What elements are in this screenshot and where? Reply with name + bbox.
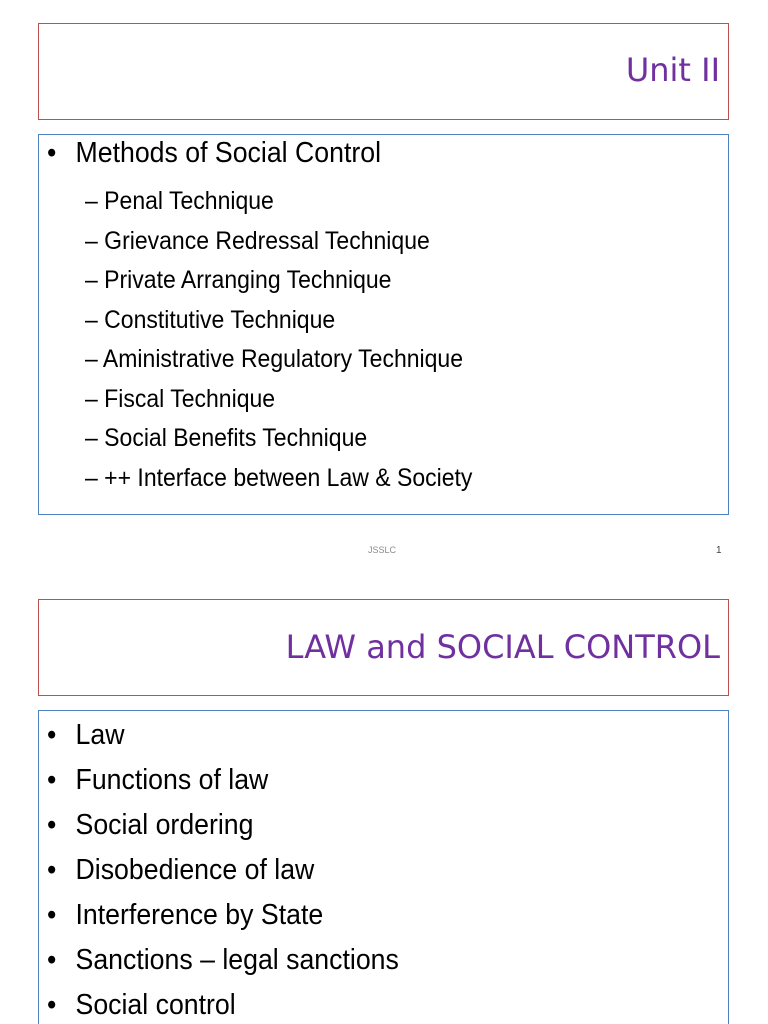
slide-footer: JSSLC	[368, 545, 397, 555]
list-item-text: Disobedience of law	[75, 854, 315, 886]
sub-item: – Grievance Redressal Technique	[85, 226, 430, 255]
bullet-icon: •	[47, 944, 57, 976]
sub-item: – Social Benefits Technique	[85, 424, 368, 452]
main-bullet-text: Methods of Social Control	[75, 137, 382, 169]
slide-1-title-box	[38, 23, 729, 120]
list-item	[47, 848, 399, 893]
slide-1-main-bullet	[47, 137, 381, 170]
list-item	[47, 893, 399, 938]
list-item	[47, 938, 399, 983]
sub-item: – Private Arranging Technique	[85, 266, 392, 294]
bullet-icon: •	[47, 809, 57, 841]
list-item-text: Functions of law	[75, 764, 269, 796]
slide-1-content-box	[38, 134, 729, 515]
bullet-icon: •	[47, 899, 57, 931]
list-item	[47, 983, 399, 1024]
technique-list	[85, 182, 506, 498]
slide-1-title: Unit II	[625, 51, 720, 89]
bullet-icon: •	[47, 764, 57, 796]
page-number: 1	[716, 545, 722, 556]
topic-list	[47, 713, 429, 1024]
list-item-text: Social ordering	[75, 809, 254, 841]
bullet-icon: •	[47, 989, 57, 1021]
sub-item: – Penal Technique	[85, 187, 274, 215]
list-item	[47, 758, 399, 803]
sub-item: – Constitutive Technique	[85, 305, 336, 334]
bullet-icon: •	[47, 854, 57, 886]
list-item	[47, 803, 399, 848]
list-item	[47, 713, 399, 758]
list-item-text: Sanctions – legal sanctions	[75, 944, 399, 976]
sub-item: – Aministrative Regulatory Technique	[85, 345, 464, 373]
slide-2-title-box	[38, 599, 729, 696]
bullet-icon: •	[47, 137, 57, 169]
slide-2-title: LAW and SOCIAL CONTROL	[285, 628, 720, 666]
list-item-text: Law	[75, 719, 125, 751]
list-item-text: Interference by State	[75, 899, 324, 931]
sub-item: – ++ Interface between Law & Society	[85, 463, 473, 492]
slide-2-content-box	[38, 710, 729, 1024]
list-item-text: Social control	[75, 989, 236, 1021]
bullet-icon: •	[47, 719, 57, 751]
sub-item: – Fiscal Technique	[85, 384, 276, 413]
